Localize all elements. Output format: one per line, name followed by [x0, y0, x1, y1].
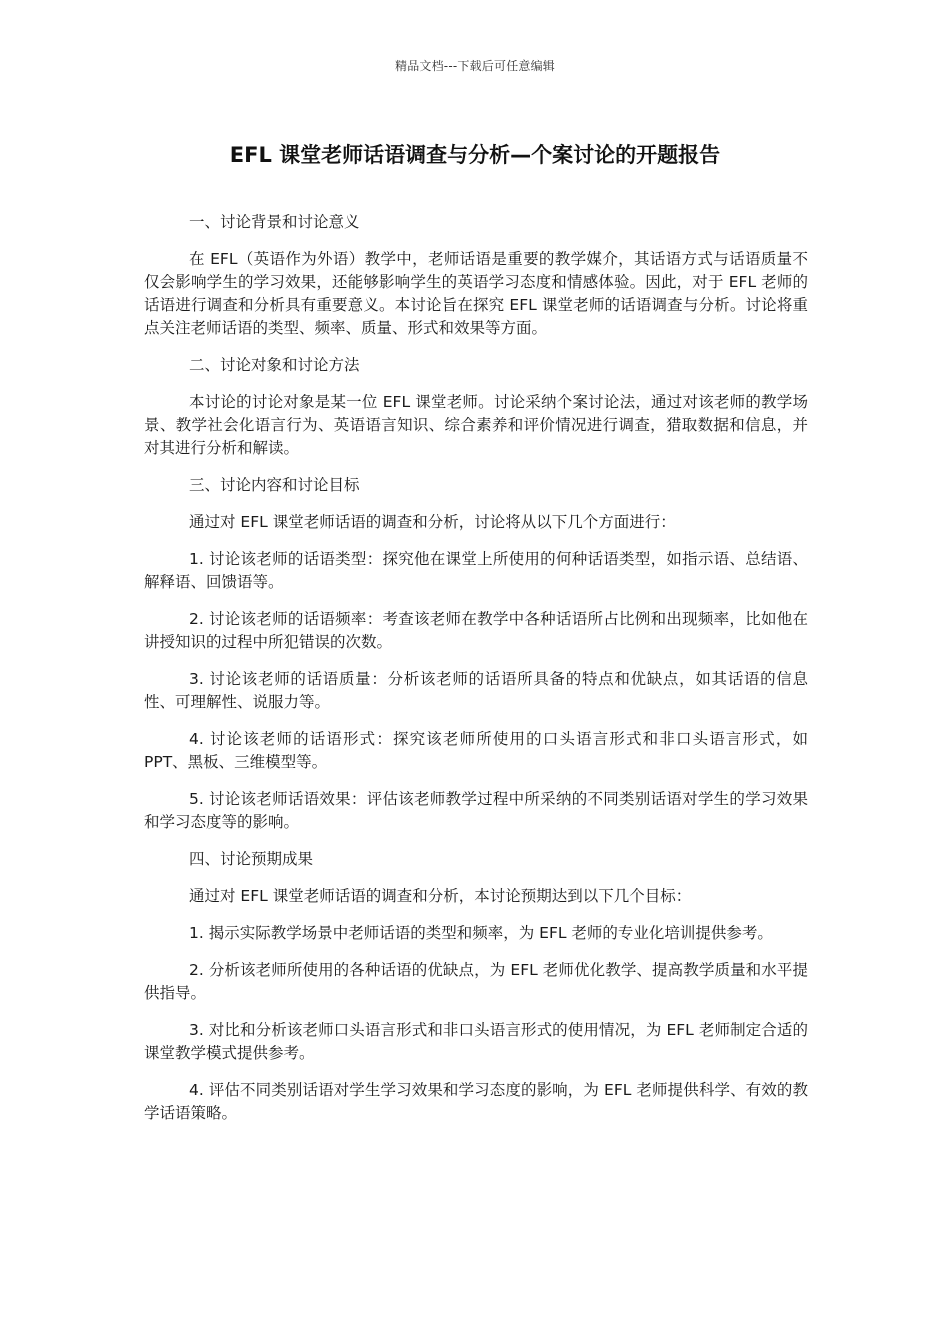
- section-heading: 四、讨论预期成果: [189, 850, 314, 868]
- body-paragraph: 通过对 EFL 课堂老师话语的调查和分析，本讨论预期达到以下几个目标：: [189, 887, 692, 905]
- list-item: 2. 讨论该老师的话语频率：考查该老师在教学中各种话语所占比例和出现频率，比如他在讲授知识的过程中所犯错误的次数。: [144, 610, 808, 651]
- document-title: EFL 课堂老师话语调查与分析—个案讨论的开题报告: [229, 143, 721, 167]
- page-header-note: 精品文档---下载后可任意编辑: [395, 59, 555, 73]
- list-item: 1. 揭示实际教学场景中老师话语的类型和频率，为 EFL 老师的专业化培训提供参考。: [189, 924, 773, 942]
- body-paragraph: 本讨论的讨论对象是某一位 EFL 课堂老师。讨论采纳个案讨论法，通过对该老师的教学场景、教学社会化语言行为、英语语言知识、综合素养和评价情况进行调查，猎取数据和信息，并对其进行分析和解读。: [144, 393, 808, 457]
- section-heading: 二、讨论对象和讨论方法: [189, 356, 360, 374]
- list-item: 5. 讨论该老师话语效果：评估该老师教学过程中所采纳的不同类别话语对学生的学习效果和学习态度等的影响。: [144, 790, 808, 831]
- list-item: 3. 讨论该老师的话语质量：分析该老师的话语所具备的特点和优缺点，如其话语的信息性、可理解性、说服力等。: [144, 670, 808, 711]
- list-item: 4. 评估不同类别话语对学生学习效果和学习态度的影响，为 EFL 老师提供科学、有效的教学话语策略。: [144, 1081, 808, 1122]
- section-heading: 三、讨论内容和讨论目标: [189, 476, 360, 494]
- list-item: 1. 讨论该老师的话语类型：探究他在课堂上所使用的何种话语类型，如指示语、总结语、解释语、回馈语等。: [144, 550, 808, 591]
- document-body: [144, 211, 808, 1139]
- body-paragraph: 通过对 EFL 课堂老师话语的调查和分析，讨论将从以下几个方面进行：: [189, 513, 676, 531]
- list-item: 3. 对比和分析该老师口头语言形式和非口头语言形式的使用情况，为 EFL 老师制定合适的课堂教学模式提供参考。: [144, 1021, 808, 1062]
- section-heading: 一、讨论背景和讨论意义: [189, 213, 360, 231]
- list-item: 4. 讨论该老师的话语形式：探究该老师所使用的口头语言形式和非口头语言形式，如 PPT、黑板、三维模型等。: [144, 730, 808, 771]
- list-item: 2. 分析该老师所使用的各种话语的优缺点，为 EFL 老师优化教学、提高教学质量和水平提供指导。: [144, 961, 808, 1002]
- body-paragraph: 在 EFL（英语作为外语）教学中，老师话语是重要的教学媒介，其话语方式与话语质量不仅会影响学生的学习效果，还能够影响学生的英语学习态度和情感体验。因此，对于 EFL 老师的话语进行调查和分析具有重要意义。本讨论旨在探究 EFL 课堂老师的话语调查与分析。讨论将重点关注老师话语的类型、频率、质量、形式和效果等方面。: [144, 250, 808, 337]
